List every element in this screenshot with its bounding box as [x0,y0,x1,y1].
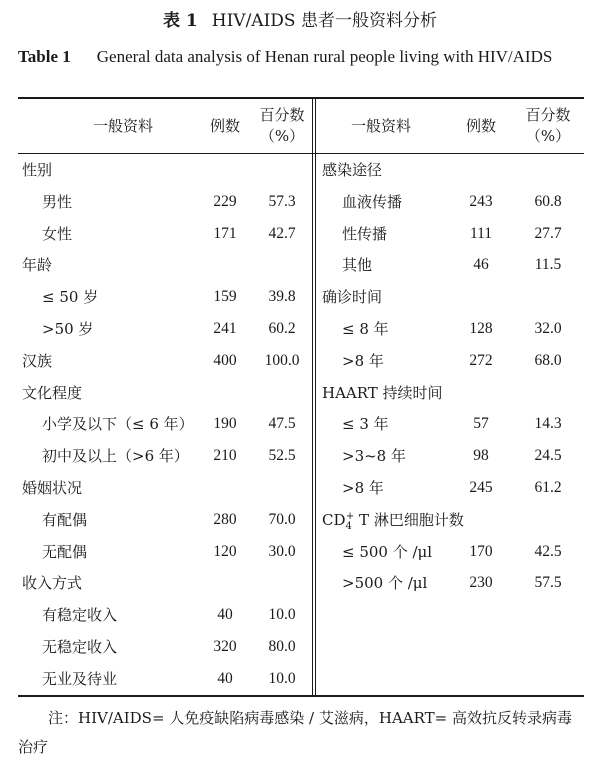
row-label: 性别 [22,161,53,179]
row-percent: 70.0 [268,511,296,528]
row-count: 171 [213,225,237,242]
row-label: >8 年 [342,352,384,370]
footnote-text: 注：HIV/AIDS= 人免疫缺陷病毒感染 / 艾滋病，HAART= 高效抗反转录病毒治疗 [18,709,572,756]
row-count: 243 [469,193,493,210]
row-count: 159 [213,288,237,305]
header-percent-right: 百分数（%） [525,106,571,145]
row-label: 汉族 [22,352,53,370]
row-count: 40 [217,606,233,623]
row-label: 血液传播 [342,193,403,211]
row-label: >50 岁 [42,320,94,338]
table-title-cn: HIV/AIDS 患者一般资料分析 [211,11,437,31]
header-category-left: 一般资料 [92,116,153,135]
row-count: 190 [213,415,237,432]
row-percent: 80.0 [268,638,296,655]
row-percent: 47.5 [268,415,296,432]
table-caption-cn [0,10,600,32]
row-percent: 24.5 [534,447,562,464]
row-label: 感染途径 [322,161,383,179]
row-count: 272 [469,352,493,369]
row-percent: 52.5 [268,447,296,464]
row-percent: 42.5 [534,543,562,560]
row-percent: 60.2 [268,320,296,337]
cd4-rest: T 淋巴细胞计数 [354,511,464,529]
row-count: 40 [217,670,233,687]
row-count: 170 [469,543,493,560]
row-label: ≤ 50 岁 [42,288,99,306]
table-number-en: Table 1 [18,47,71,66]
row-label: ≤ 500 个 /μl [342,543,433,561]
row-percent: 57.3 [268,193,296,210]
row-label: 初中及以上（>6 年） [42,447,189,465]
row-label: 女性 [42,225,73,243]
row-count: 241 [213,320,237,337]
row-count: 230 [469,574,493,591]
row-percent: 14.3 [534,415,562,432]
header-count-right: 例数 [465,116,496,135]
row-label: 男性 [42,193,73,211]
header-count-left: 例数 [209,116,240,135]
row-label: 有配偶 [42,511,88,529]
table-title-en: General data analysis of Henan rural people living with HIV/AIDS [96,47,553,66]
row-label: >3~8 年 [342,447,406,465]
row-percent: 10.0 [268,606,296,623]
row-count: 111 [469,225,493,242]
row-label: 收入方式 [22,574,83,592]
row-percent: 61.2 [534,479,562,496]
top-rule [18,97,584,99]
row-count: 210 [213,447,237,464]
row-label: 婚姻状况 [22,479,83,497]
row-label: >8 年 [342,479,384,497]
row-label: 年龄 [22,256,53,274]
cd4-subscript: 4 [345,521,352,532]
row-label: ≤ 3 年 [342,415,389,433]
row-label: 无配偶 [42,543,88,561]
row-label: 无业及待业 [42,670,118,688]
row-count: 400 [213,352,237,369]
row-count: 98 [473,447,489,464]
row-percent: 57.5 [534,574,562,591]
table-footnote [18,704,586,762]
row-count: 320 [213,638,237,655]
row-label [322,508,464,532]
header-percent-left: 百分数（%） [259,106,305,145]
row-label: 有稳定收入 [42,606,118,624]
row-count: 57 [473,415,489,432]
header-category-right: 一般资料 [350,116,411,135]
row-percent: 27.7 [534,225,562,242]
header-rule [18,153,584,154]
row-label: 确诊时间 [322,288,383,306]
row-label: 小学及以下（≤ 6 年） [42,415,194,433]
row-label: >500 个 /μl [342,574,428,592]
cd4-prefix: CD [322,511,346,529]
bottom-rule [18,695,584,697]
row-percent: 11.5 [534,256,562,273]
row-percent: 100.0 [264,352,300,369]
row-percent: 68.0 [534,352,562,369]
column-divider [312,99,316,695]
row-label: HAART 持续时间 [322,384,443,402]
row-label: 文化程度 [22,384,83,402]
cd4-superscript: + [345,511,355,522]
row-percent: 60.8 [534,193,562,210]
row-percent: 32.0 [534,320,562,337]
row-percent: 30.0 [268,543,296,560]
row-count: 229 [213,193,237,210]
row-percent: 42.7 [268,225,296,242]
row-percent: 10.0 [268,670,296,687]
table-caption-en [18,44,588,69]
row-percent: 39.8 [268,288,296,305]
row-count: 280 [213,511,237,528]
row-label: 其他 [342,256,373,274]
row-count: 120 [213,543,237,560]
row-count: 128 [469,320,493,337]
row-count: 245 [469,479,493,496]
table-number-cn: 表 1 [163,11,198,31]
row-label: 性传播 [342,225,388,243]
row-label: 无稳定收入 [42,638,118,656]
row-label: ≤ 8 年 [342,320,389,338]
row-count: 46 [473,256,489,273]
